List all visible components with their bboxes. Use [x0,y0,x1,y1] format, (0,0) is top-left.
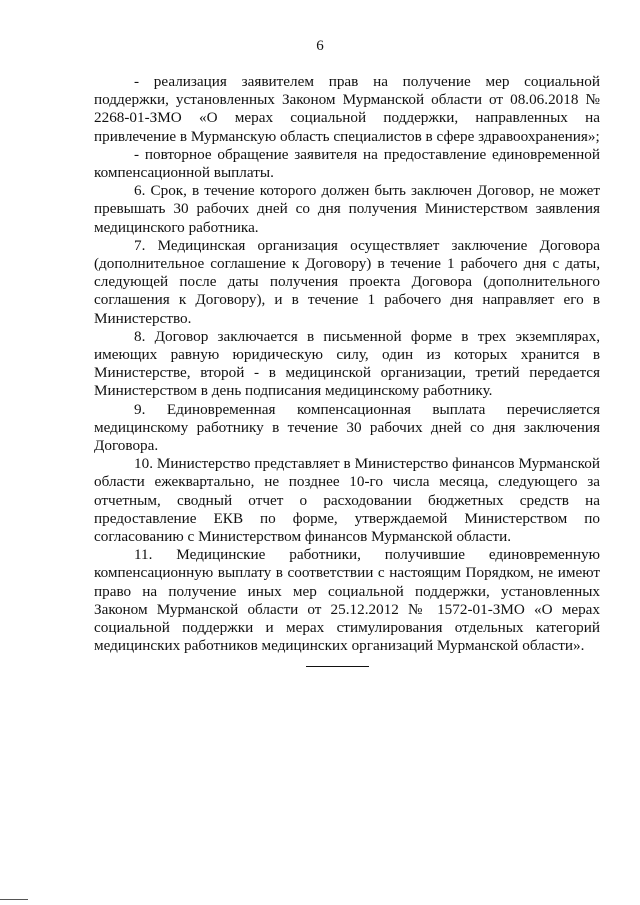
end-divider [306,666,369,667]
paragraph-payment-transfer: 9. Единовременная компенсационная выплата перечисляется медицинскому работнику в течение 30 рабочих дней со дня заключения Договора. [94,400,600,455]
paragraph-other-benefits: 11. Медицинские работники, получившие единовременную компенсационную выплату в соответствии с настоящим Порядком, не имеют право на получение иных мер социальной поддержки, установленных Законом Мурманской области от 25.12.2012 № 1572-01-ЗМО «О мерах социальной поддержки и мерах стимулирования отдельных категорий медицинских работников медицинских организаций Мурманской области». [94,546,600,655]
corner-mark [0,899,28,900]
page-number: 6 [316,38,324,54]
paragraph-contract-conclusion: 7. Медицинская организация осуществляет заключение Договора (дополнительное соглашение к Договору) в течение 1 рабочего дня с даты, следующей после даты получения проекта Договора (дополнительного соглашения к Договору), и в течение 1 рабочего дня направляет его в Министерство. [94,236,600,327]
paragraph-contract-copies: 8. Договор заключается в письменной форме в трех экземплярах, имеющих равную юридическую силу, один из которых хранится в Министерстве, второй - в медицинской организации, третий передается Министерством в день подписания медицинскому работнику. [94,327,600,400]
paragraph-repeat-application: - повторное обращение заявителя на предоставление единовременной компенсационной выплаты. [94,145,600,182]
paragraph-quarterly-report: 10. Министерство представляет в Министерство финансов Мурманской области ежеквартально, не позднее 10-го числа месяца, следующего за отчетным, сводный отчет о расходовании бюджетных средств на предоставление ЕКВ по форме, утверждаемой Министерством по согласованию с Министерством финансов Мурманской области. [94,455,600,546]
paragraph-contract-deadline: 6. Срок, в течение которого должен быть заключен Договор, не может превышать 30 рабочих дней со дня получения Министерством заявления медицинского работника. [94,182,600,236]
paragraph-benefit-rights: - реализация заявителем прав на получение мер социальной поддержки, установленных Законом Мурманской области от 08.06.2018 № 2268-01-ЗМО «О мерах социальной поддержки, направленных на привлечение в Мурманскую область специалистов в сфере здравоохранения»; [94,73,600,145]
document-body [94,73,600,656]
